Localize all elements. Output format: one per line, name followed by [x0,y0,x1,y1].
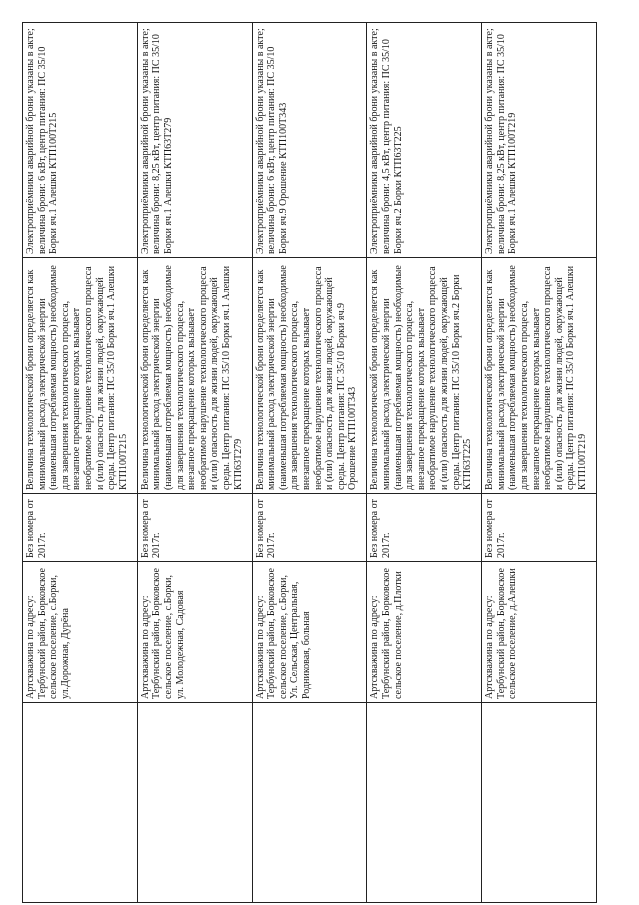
emergency-reserve-cell: Электроприёмники аварийной брони указаны в акте; величина брони: 8,25 кВт, центр питания: ПС 35/10 Борки яч.1 Алешки КТП100Т219 [482,23,597,258]
technological-reserve-cell: Величина технологической брони определяется как минимальный расход электрической энергии (наименьшая потребляемая мощность) необходимые для завершения технологического процесса, внезапное прекращение которых вызывает необратимое нарушение технологического процесса и (или) опасность для жизни людей, окружающей среды. Центр питания: ПС 35/10 Борки яч.1 Алешки КТП100Т219 [482,258,597,494]
address-cell: Артскважина по адресу: Тербунский район, Борковское сельское поселение, с.Борки, Ул. Сельская, Центральная, Родниковая, больная [252,562,367,703]
rotated-table-container [22,23,597,903]
emergency-reserve-cell: Электроприёмники аварийной брони указаны в акте; величина брони: 8,25 кВт, центр питания: ПС 35/10 Борки яч.1 Алешки КТП63Т279 [137,23,252,258]
technological-reserve-cell: Величина технологической брони определяется как минимальный расход электрической энергии (наименьшая потребляемая мощность) необходимые для завершения технологического процесса, внезапное прекращение которых вызывает необратимое нарушение технологического процесса и (или) опасность для жизни людей, окружающей среды. Центр питания: ПС 35/10 Борки яч.9 Орошение КТП100Т343 [252,258,367,494]
emergency-reserve-cell: Электроприёмники аварийной брони указаны в акте; величина брони: 6 кВт, центр питания: ПС 35/10 Борки яч.1 Алешки КТП100Т215 [23,23,138,258]
address-cell: Артскважина по адресу: Тербунский район, Борковское сельское поселение, с.Борки, ул. Молодежная, Садовая [137,562,252,703]
document-number-cell: Без номера от 2017г. [252,494,367,562]
table-row [367,23,482,903]
table-row [252,23,367,903]
table-row [23,23,138,903]
empty-cell [482,703,597,903]
document-number-cell: Без номера от 2017г. [137,494,252,562]
address-cell: Артскважина по адресу: Тербунский район, Борковское сельское поселение, с.Борки, ул.Дорожная, Дурёна [23,562,138,703]
document-number-cell: Без номера от 2017г. [23,494,138,562]
empty-cell [137,703,252,903]
empty-cell [252,703,367,903]
address-cell: Артскважина по адресу: Тербунский район, Борковское сельское поселение, д.Плотки [367,562,482,703]
reserve-table [22,22,597,903]
technological-reserve-cell: Величина технологической брони определяется как минимальный расход электрической энергии (наименьшая потребляемая мощность) необходимые для завершения технологического процесса, внезапное прекращение которых вызывает необратимое нарушение технологического процесса и (или) опасность для жизни людей, окружающей среды. Центр питания: ПС 35/10 Борки яч.2 Борки КТП63Т225 [367,258,482,494]
technological-reserve-cell: Величина технологической брони определяется как минимальный расход электрической энергии (наименьшая потребляемая мощность) необходимые для завершения технологического процесса, внезапное прекращение которых вызывает необратимое нарушение технологического процесса и (или) опасность для жизни людей, окружающей среды. Центр питания: ПС 35/10 Борки яч.1 Алешки КТП100Т215 [23,258,138,494]
table-row [482,23,597,903]
emergency-reserve-cell: Электроприёмники аварийной брони указаны в акте; величина брони: 6 кВт, центр питания: ПС 35/10 Борки яч.9 Орошение КТП100Т343 [252,23,367,258]
table-row [137,23,252,903]
document-number-cell: Без номера от 2017г. [367,494,482,562]
emergency-reserve-cell: Электроприёмники аварийной брони указаны в акте; величина брони: 4,5 кВт, центр питания: ПС 35/10 Борки яч.2 Борки КТП63Т225 [367,23,482,258]
technological-reserve-cell: Величина технологической брони определяется как минимальный расход электрической энергии (наименьшая потребляемая мощность) необходимые для завершения технологического процесса, внезапное прекращение которых вызывает необратимое нарушение технологического процесса и (или) опасность для жизни людей, окружающей среды. Центр питания: ПС 35/10 Борки яч.1 Алешки КТП63Т279 [137,258,252,494]
empty-cell [367,703,482,903]
empty-cell [23,703,138,903]
address-cell: Артскважина по адресу: Тербунский район, Борковское сельское поселение, д.Алешки [482,562,597,703]
document-number-cell: Без номера от 2017г. [482,494,597,562]
